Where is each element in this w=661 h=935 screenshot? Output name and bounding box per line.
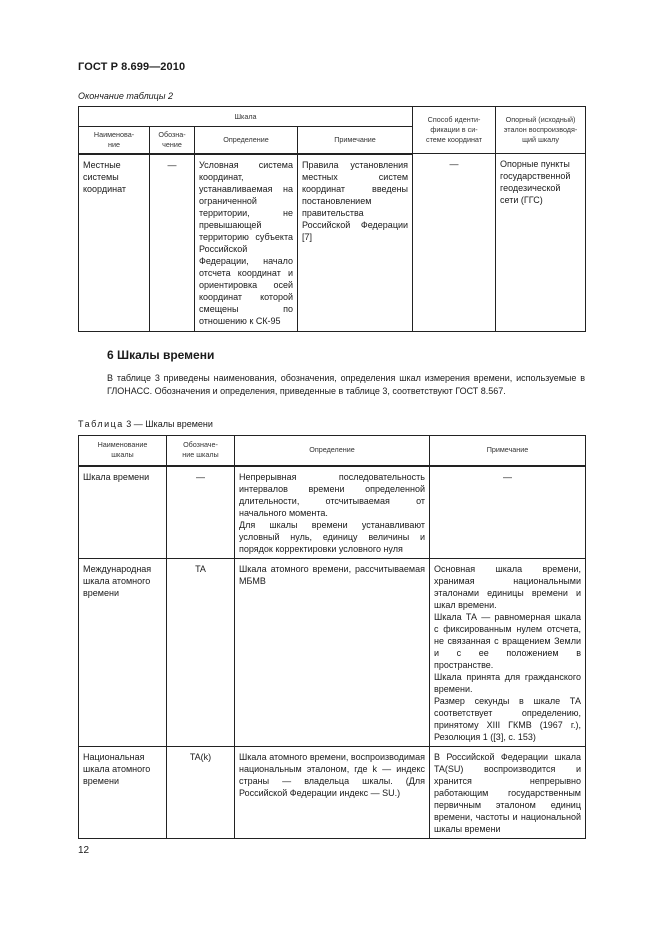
table-row xyxy=(79,154,586,332)
page-number: 12 xyxy=(78,845,90,856)
cell-symbol: — xyxy=(167,466,235,559)
cell-symbol: — xyxy=(150,154,195,332)
paragraph-text: В таблице 3 приведены наименования, обозначения, определения шкал измерения времени, используемые в ГЛОНАСС. Обозначения и определения, приведенные в таблице 3, соответствуют ГОСТ 8.567. xyxy=(107,373,585,396)
note-text: Основная шкала времени, хранимая национальными эталонами единицы времени и шкал времени. xyxy=(434,563,581,610)
cell-symbol: TA xyxy=(167,558,235,746)
table-caption-title: 3 — Шкалы времени xyxy=(123,419,213,429)
header-note: Примечание xyxy=(298,127,413,154)
cell-definition: Шкала атомного времени, воспроизводимая национальным эталоном, где k — индекс страны — владельца шкалы. (Для Российской Федерации индекс — SU.) xyxy=(235,746,430,838)
cell-definition xyxy=(235,466,430,559)
cell-definition: Условная система координат, устанавливаемая на ограниченной территории, не превышающей территорию субъекта Российской Федерации, начало отсчета координат и ориентировка осей координат которой смещены по отношению к СК-95 xyxy=(195,154,298,332)
cell-name: Местные системы координат xyxy=(79,154,150,332)
header-symbol: Обозначе- ние шкалы xyxy=(167,436,235,466)
header-note: Примечание xyxy=(430,436,586,466)
cell-reference: Опорные пункты государственной геодезической сети (ГГС) xyxy=(496,154,586,332)
note-text: Шкала принята для гражданского времени. xyxy=(434,671,581,694)
cell-note: Правила установления местных систем координат введены постановлением правительства Российской Федерации [7] xyxy=(298,154,413,332)
section-heading: 6 Шкалы времени xyxy=(107,348,215,362)
table-3 xyxy=(78,435,586,839)
document-id: ГОСТ Р 8.699—2010 xyxy=(78,61,186,73)
definition-text: Непрерывная последовательность интервалов времени определенной длительности, отсчитываемая от начального момента. xyxy=(239,471,425,518)
cell-name: Международная шкала атомного времени xyxy=(79,558,167,746)
note-text: Шкала ТА — равномерная шкала с фиксированным нулем отсчета, не связанная с вращением Земли и с ее положением в пространстве. xyxy=(434,611,581,670)
cell-definition: Шкала атомного времени, рассчитываемая МБМВ xyxy=(235,558,430,746)
cell-note: — xyxy=(430,466,586,559)
definition-text: Для шкалы времени устанавливают условный нуль, единицу величины и порядок корректировки условного нуля xyxy=(239,519,425,554)
table-2 xyxy=(78,106,586,332)
header-identification: Способ иденти- фикации в си- стеме координат xyxy=(413,107,496,154)
section-paragraph xyxy=(78,372,585,397)
table-row xyxy=(79,466,586,559)
table-3-caption xyxy=(78,419,213,429)
cell-note: В Российской Федерации шкала TA(SU) воспроизводится и хранится непрерывно работающим государственным первичным эталоном единиц времени, частоты и национальной шкалы времени xyxy=(430,746,586,838)
header-definition: Определение xyxy=(195,127,298,154)
cell-name: Национальная шкала атомного времени xyxy=(79,746,167,838)
header-name: Наименование шкалы xyxy=(79,436,167,466)
table-continuation-label: Окончание таблицы 2 xyxy=(78,91,173,101)
cell-name: Шкала времени xyxy=(79,466,167,559)
note-text: Размер секунды в шкале ТА соответствует определению, принятому XIII ГКМВ (1967 г.), Резолюция 1 ([3], с. 153) xyxy=(434,695,581,742)
header-definition: Определение xyxy=(235,436,430,466)
header-reference: Опорный (исходный) эталон воспроизводя- щий шкалу xyxy=(496,107,586,154)
header-name: Наименова- ние xyxy=(79,127,150,154)
table-row xyxy=(79,558,586,746)
header-symbol: Обозна- чение xyxy=(150,127,195,154)
header-scale-group: Шкала xyxy=(79,107,413,127)
table-caption-prefix: Таблица xyxy=(78,419,124,429)
cell-symbol: TA(k) xyxy=(167,746,235,838)
table-row xyxy=(79,746,586,838)
cell-identification: — xyxy=(413,154,496,332)
cell-note xyxy=(430,558,586,746)
